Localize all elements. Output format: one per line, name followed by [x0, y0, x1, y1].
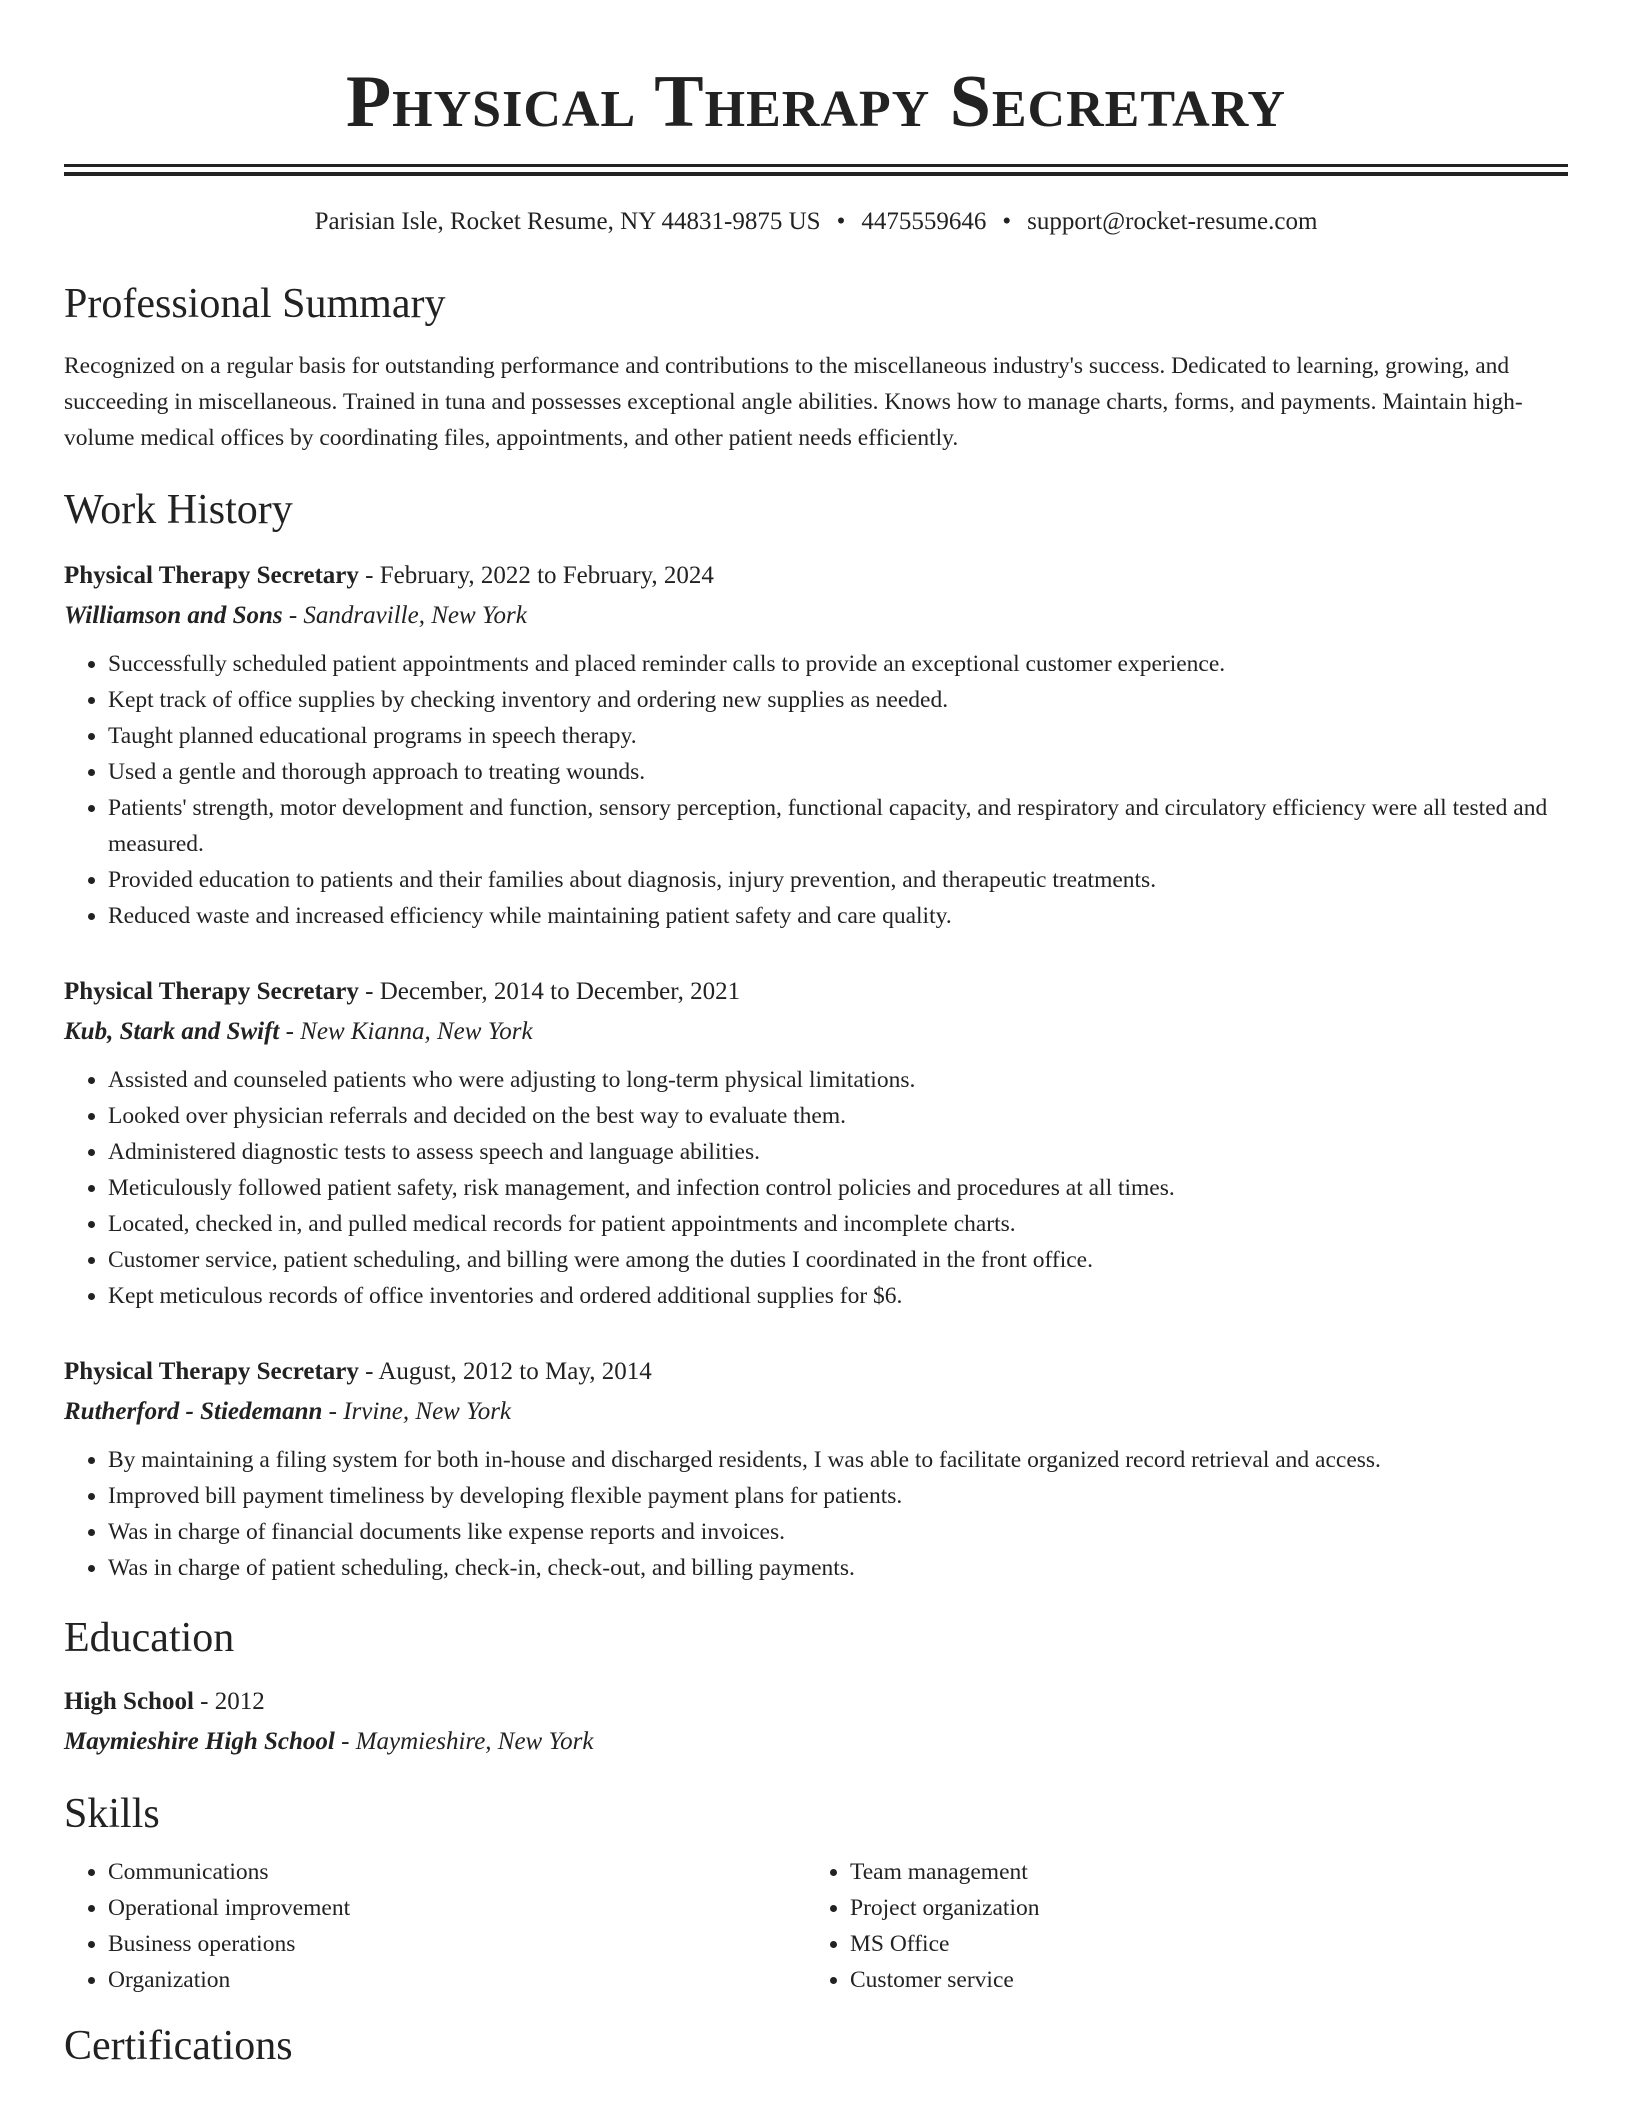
skills-columns: [64, 1854, 1568, 1998]
job-bullets: [64, 646, 1568, 934]
skill-item: • Organization: [108, 1962, 806, 1998]
work-history-section: [64, 484, 1568, 1586]
job-title-line: [64, 972, 1568, 1012]
resume-name: Physical Therapy Secretary: [345, 61, 1286, 143]
list-item: • Located, checked in, and pulled medical records for patient appointments and incomplete charts.: [108, 1206, 1568, 1242]
employer-line: [64, 1392, 1568, 1432]
employer-line: [64, 1012, 1568, 1052]
certifications-section: [64, 2020, 1568, 2072]
list-item: • Improved bill payment timeliness by developing flexible payment plans for patients.: [108, 1478, 1568, 1514]
job-title: Physical Therapy Secretary: [64, 1358, 359, 1385]
job-dates: - August, 2012 to May, 2014: [358, 1358, 652, 1385]
contact-email: support@rocket-resume.com: [1027, 208, 1318, 235]
contact-separator: •: [1002, 208, 1012, 235]
job-title-line: [64, 1352, 1568, 1392]
employer-line: [64, 596, 1568, 636]
section-title-skills: Skills: [64, 1791, 160, 1837]
list-item: • Kept track of office supplies by checking inventory and ordering new supplies as needed.: [108, 682, 1568, 718]
section-title-work-history: Work History: [64, 487, 293, 533]
employer-location: - Irvine, New York: [322, 1398, 512, 1425]
list-item: • Was in charge of financial documents like expense reports and invoices.: [108, 1514, 1568, 1550]
skill-item: • Operational improvement: [108, 1890, 806, 1926]
employer-location: - New Kianna, New York: [279, 1018, 533, 1045]
job-dates: - December, 2014 to December, 2021: [358, 978, 741, 1005]
job-bullets: [64, 1442, 1568, 1586]
contact-address: Parisian Isle, Rocket Resume, NY 44831-9875 US: [314, 208, 821, 235]
graduation-year: - 2012: [193, 1688, 265, 1715]
summary-section: [64, 278, 1568, 456]
employer-name: Williamson and Sons: [64, 602, 283, 629]
skill-item: • Customer service: [850, 1962, 1548, 1998]
header-divider: [64, 164, 1568, 176]
school-name: Maymieshire High School: [64, 1728, 335, 1755]
contact-phone: 4475559646: [861, 208, 987, 235]
skill-item: • Business operations: [108, 1926, 806, 1962]
job-bullets: [64, 1062, 1568, 1314]
summary-text: Recognized on a regular basis for outstanding performance and contributions to the miscellaneous industry's success. Dedicated to learning, growing, and succeeding in miscellaneous. Trained in tuna and possesses exceptional angle abilities. Knows how to manage charts, forms, and payments. Maintain high-volume medical offices by coordinating files, appointments, and other patient needs efficiently.: [64, 353, 1523, 451]
education-section: [64, 1612, 1568, 1762]
list-item: • Used a gentle and thorough approach to treating wounds.: [108, 754, 1568, 790]
job-entry: [64, 972, 1568, 1314]
list-item: • Successfully scheduled patient appointments and placed reminder calls to provide an exceptional customer experience.: [108, 646, 1568, 682]
job-title: Physical Therapy Secretary: [64, 562, 359, 589]
list-item: • Customer service, patient scheduling, and billing were among the duties I coordinated in the front office.: [108, 1242, 1568, 1278]
employer-location: - Sandraville, New York: [282, 602, 527, 629]
list-item: • Administered diagnostic tests to assess speech and language abilities.: [108, 1134, 1568, 1170]
list-item: • By maintaining a filing system for both in-house and discharged residents, I was able to facilitate organized record retrieval and access.: [108, 1442, 1568, 1478]
contact-separator: •: [836, 208, 846, 235]
skills-column-left: [64, 1854, 806, 1998]
list-item: • Kept meticulous records of office inventories and ordered additional supplies for $6.: [108, 1278, 1568, 1314]
degree: High School: [64, 1688, 194, 1715]
degree-line: [64, 1682, 1568, 1722]
skill-item: • MS Office: [850, 1926, 1548, 1962]
job-entry: [64, 556, 1568, 934]
job-title: Physical Therapy Secretary: [64, 978, 359, 1005]
job-entry: [64, 1352, 1568, 1586]
school-line: [64, 1722, 1568, 1762]
list-item: • Was in charge of patient scheduling, check-in, check-out, and billing payments.: [108, 1550, 1568, 1586]
skills-column-right: [806, 1854, 1548, 1998]
section-title-summary: Professional Summary: [64, 281, 446, 327]
list-item: • Assisted and counseled patients who were adjusting to long-term physical limitations.: [108, 1062, 1568, 1098]
list-item: • Taught planned educational programs in speech therapy.: [108, 718, 1568, 754]
section-title-education: Education: [64, 1615, 235, 1661]
skill-item: • Team management: [850, 1854, 1548, 1890]
list-item: • Meticulously followed patient safety, risk management, and infection control policies and procedures at all times.: [108, 1170, 1568, 1206]
employer-name: Kub, Stark and Swift: [64, 1018, 280, 1045]
job-dates: - February, 2022 to February, 2024: [358, 562, 714, 589]
skill-item: • Project organization: [850, 1890, 1548, 1926]
skills-section: [64, 1788, 1568, 1998]
education-entry: [64, 1682, 1568, 1762]
job-title-line: [64, 556, 1568, 596]
skill-item: • Communications: [108, 1854, 806, 1890]
employer-name: Rutherford - Stiedemann: [64, 1398, 323, 1425]
list-item: • Provided education to patients and their families about diagnosis, injury prevention, and therapeutic treatments.: [108, 862, 1568, 898]
list-item: • Patients' strength, motor development and function, sensory perception, functional capacity, and respiratory and circulatory efficiency were all tested and measured.: [108, 790, 1568, 862]
school-location: - Maymieshire, New York: [334, 1728, 594, 1755]
section-title-certifications: Certifications: [64, 2023, 293, 2069]
list-item: • Looked over physician referrals and decided on the best way to evaluate them.: [108, 1098, 1568, 1134]
list-item: • Reduced waste and increased efficiency while maintaining patient safety and care quality.: [108, 898, 1568, 934]
contact-line: [64, 206, 1568, 238]
